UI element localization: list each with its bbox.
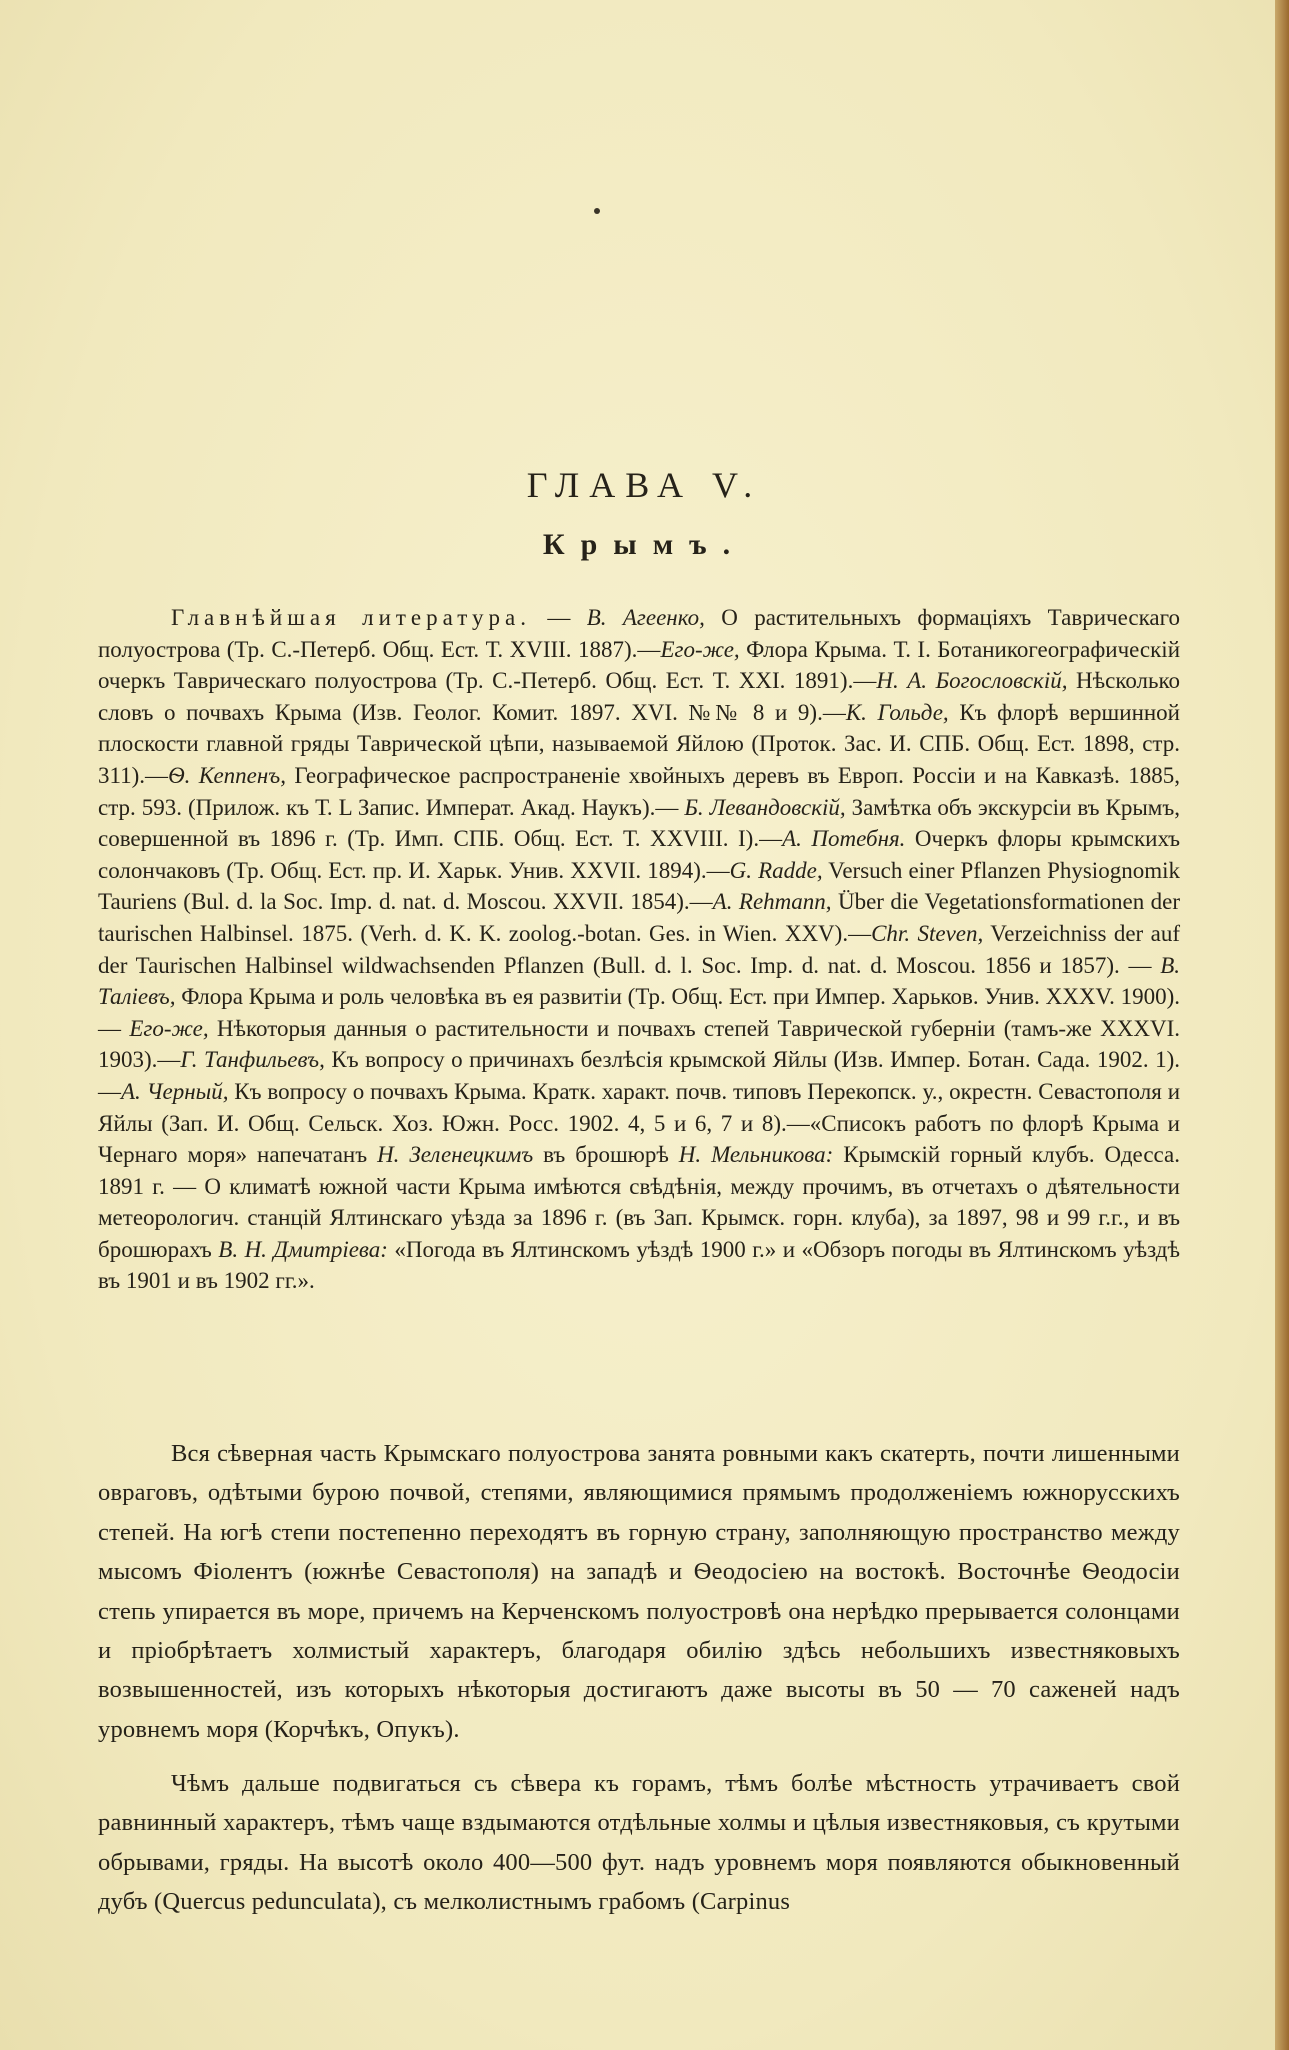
literature-segment: Флора Крыма. Т. I. Ботаникогеографическiй очеркъ Таврическаго полуострова (Тр. С.-Петерб. Общ. Ест. Т. XXI. 1891).— bbox=[98, 636, 1180, 694]
literature-author: Ѳ. Кеппенъ, bbox=[168, 762, 286, 788]
literature-author: В. Н. Дмитрiева: bbox=[218, 1236, 388, 1262]
literature-author: Chr. Steven, bbox=[871, 920, 984, 946]
literature-heading: Главнѣйшая литература. bbox=[171, 605, 531, 630]
literature-segment: «Погода въ Ялтинскомъ уѣздѣ 1900 г.» и «Обзоръ погоды въ Ялтинскомъ уѣздѣ въ 1901 и въ 1902 гг.». bbox=[98, 1236, 1180, 1294]
literature-author: К. Гольде, bbox=[845, 699, 949, 725]
literature-segment: Къ вопросу о причинахъ безлѣсiя крымской Яйлы (Изв. Импер. Ботан. Сада. 1902. 1).— bbox=[98, 1047, 1180, 1104]
literature-author: А. Черный, bbox=[121, 1078, 229, 1104]
literature-segment: Versuch einer Pflanzen Physiognomik Tauriens (Bul. d. la Soc. Imp. d. nat. d. Moscou. XXVII. 1854).— bbox=[98, 857, 1180, 915]
body-paragraph: Вся сѣверная часть Крымскаго полуострова занята ровными какъ скатерть, почти лишенными овраговъ, одѣтыми бурою почвой, степями, являющимися прямымъ продолженiемъ южнорусскихъ степей. На югѣ степи постепенно переходятъ въ горную страну, заполняющую пространство между мысомъ Фiолентъ (южнѣе Севастополя) на западѣ и Ѳеодосiею на востокѣ. Восточнѣе Ѳеодосiи степь упирается въ море, причемъ на Керченскомъ полуостровѣ она нерѣдко прерывается солонцами и прiобрѣтаетъ холмистый характеръ, благодаря обилiю здѣсь небольшихъ известняковыхъ возвышенностей, изъ которыхъ нѣкоторыя достигаютъ даже высоты въ 50 — 70 саженей надъ уровнемъ моря (Корчѣкъ, Опукъ). bbox=[98, 1440, 1180, 1743]
literature-segment: Замѣтка объ экскурсiи въ Крымъ, совершенной въ 1896 г. (Тр. Имп. СПБ. Общ. Ест. Т. XXVIII. I).— bbox=[98, 794, 1180, 852]
body-paragraph: Чѣмъ дальше подвигаться съ сѣвера къ горамъ, тѣмъ болѣе мѣстность утрачиваетъ свой равнинный характеръ, тѣмъ чаще вздымаются отдѣльные холмы и цѣлыя известняковыя, съ крутыми обрывами, гряды. На высотѣ около 400—500 фут. надъ уровнемъ моря появляются обыкновенный дубъ (Quercus pedunculata), съ мелколистнымъ грабомъ (Carpinus bbox=[98, 1770, 1180, 1916]
literature-segment: Флора Крыма и роль человѣка въ ея развитiи (Тр. Общ. Ест. при Импер. Харьков. Унив. XXXV. 1900). — bbox=[98, 984, 1180, 1041]
literature-author: G. Radde, bbox=[729, 857, 823, 883]
literature-segment: Крымскiй горный клубъ. Одесса. 1891 г. — О климатѣ южной части Крыма имѣются свѣдѣнiя, между прочимъ, въ отчетахъ о дѣятельности метеорологич. станцiй Ялтинскаго уѣзда за 1896 г. (въ Зап. Крымск. горн. клуба), за 1897, 98 и 99 г.г., и въ брошюрахъ bbox=[98, 1142, 1180, 1262]
literature-segment: Über die Vegetationsformationen der taurischen Halbinsel. 1875. (Verh. d. K. K. zoolog.-botan. Ges. in Wien. XXV).— bbox=[98, 889, 1180, 946]
chapter-heading: ГЛАВА V. bbox=[526, 465, 763, 505]
decorative-dot bbox=[594, 208, 600, 214]
literature-segment: Географическое распространенiе хвойныхъ деревъ въ Европ. Россiи и на Кавказѣ. 1885, стр. 593. (Прилож. къ Т. L Запис. Императ. Акад. Наукъ).— bbox=[98, 762, 1180, 820]
literature-author: Б. Левандовскiй, bbox=[684, 794, 846, 820]
literature-author: Г. Танфильевъ, bbox=[180, 1047, 325, 1073]
literature-segment: — bbox=[530, 605, 587, 630]
literature-segment: Нѣкоторыя данныя о растительности и почвахъ степей Таврической губернiи (тамъ-же XXXVI. 1903).— bbox=[98, 1015, 1180, 1073]
literature-segment: въ брошюрѣ bbox=[533, 1142, 679, 1168]
chapter-subtitle: Крымъ. bbox=[542, 528, 747, 561]
literature-segment: Къ флорѣ вершинной плоскости главной гряды Таврической цѣпи, называемой Яйлою (Проток. Зас. И. СПБ. Общ. Ест. 1898, стр. 311).— bbox=[98, 699, 1180, 788]
literature-author: В. Талiевъ, bbox=[98, 952, 1180, 1010]
literature-author: В. Агеенко, bbox=[586, 605, 705, 630]
literature-author: Его-же, bbox=[660, 636, 740, 662]
literature-block bbox=[98, 602, 1180, 1297]
literature-segment: О растительныхъ формацiяхъ Таврическаго полуострова (Тр. С.-Петерб. Общ. Ест. Т. XVIII. 1887).— bbox=[98, 605, 1180, 662]
literature-segment: Очеркъ флоры крымскихъ солончаковъ (Тр. Общ. Ест. пр. И. Харьк. Унив. XXVII. 1894).— bbox=[98, 826, 1181, 883]
literature-text bbox=[98, 605, 1180, 1293]
literature-segment: Къ вопросу о почвахъ Крыма. Кратк. характ. почв. типовъ Перекопск. у., окрестн. Севастополя и Яйлы (Зап. И. Общ. Сельск. Хоз. Южн. Росс. 1902. 4, 5 и 6, 7 и 8).—«Списокъ работъ по флорѣ Крыма и Чернаго моря» напечатанъ bbox=[98, 1078, 1181, 1168]
page-edge bbox=[1275, 0, 1289, 2050]
literature-author: Н. Мельникова: bbox=[678, 1142, 834, 1168]
literature-author: А. Потебня. bbox=[782, 826, 906, 852]
literature-author: Н. А. Богословскiй, bbox=[876, 668, 1068, 694]
literature-author: Его-же, bbox=[129, 1015, 209, 1041]
literature-segment: Нѣсколько словъ о почвахъ Крыма (Изв. Геолог. Комит. 1897. XVI. №№ 8 и 9).— bbox=[98, 668, 1181, 725]
literature-segment: Verzeichniss der auf der Taurischen Halbinsel wildwachsenden Pflanzen (Bull. d. l. Soc. Imp. d. nat. d. Moscou. 1856 и 1857). — bbox=[98, 920, 1180, 978]
literature-author: A. Rehmann, bbox=[712, 889, 832, 915]
literature-author: Н. Зеленецкимъ bbox=[377, 1142, 534, 1168]
